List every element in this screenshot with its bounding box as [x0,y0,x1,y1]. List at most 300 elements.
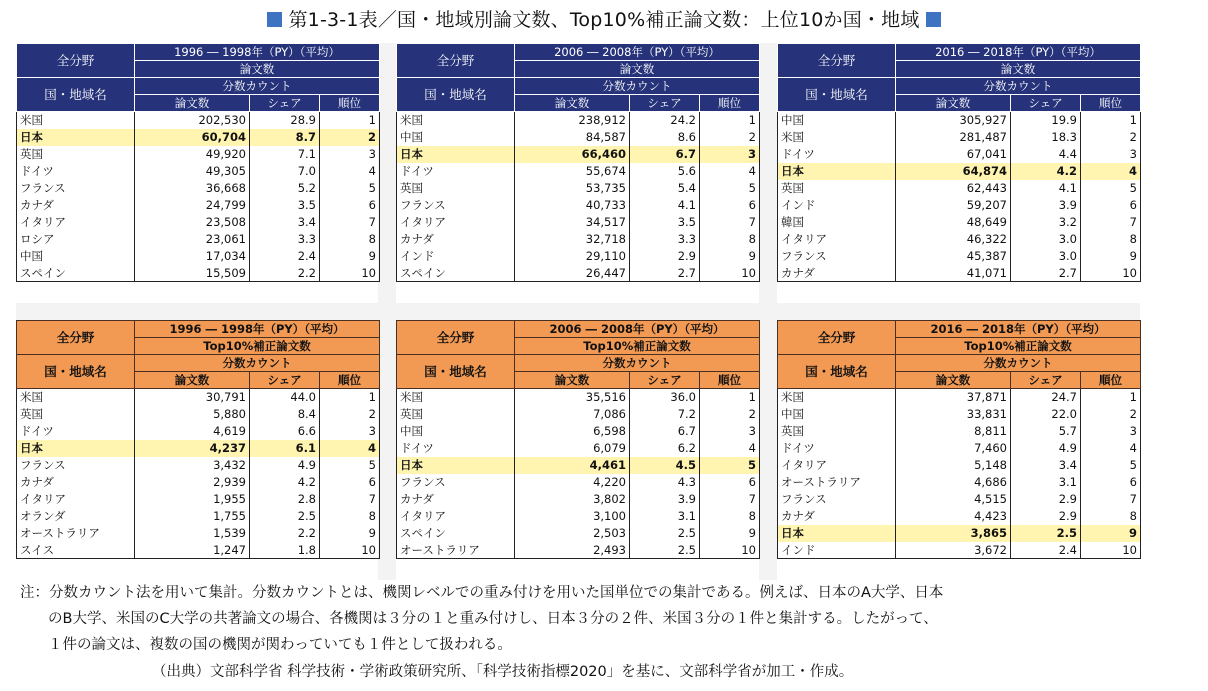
papers-cell: 4,686 [896,474,1011,491]
country-cell: カナダ [17,197,135,214]
table-row [397,508,760,525]
table-row [778,525,1141,542]
share-cell: 2.7 [1011,265,1081,282]
table-row [17,491,380,508]
table-row [397,112,760,129]
papers-cell: 4,220 [515,474,630,491]
share-cell: 4.2 [250,474,320,491]
table-row [778,214,1141,231]
papers-cell: 1,755 [135,508,250,525]
papers-cell: 34,517 [515,214,630,231]
country-cell: 中国 [397,129,515,146]
share-cell: 4.5 [630,457,700,474]
table-row [397,129,760,146]
papers-cell: 23,508 [135,214,250,231]
rank-cell: 10 [1081,542,1141,559]
papers-cell: 37,871 [896,389,1011,406]
table-row [17,508,380,525]
country-cell: 日本 [778,525,896,542]
table-row [778,440,1141,457]
papers-cell: 32,718 [515,231,630,248]
region-header: 国・地域名 [17,355,135,389]
rank-cell: 4 [700,440,760,457]
share-cell: 3.4 [1011,457,1081,474]
papers-cell: 8,811 [896,423,1011,440]
table-row [778,248,1141,265]
rank-cell: 9 [320,525,380,542]
country-cell: イタリア [397,214,515,231]
share-cell: 2.2 [250,525,320,542]
title-square-icon [926,12,941,27]
table-row [17,389,380,406]
country-cell: 韓国 [778,214,896,231]
rank-cell: 2 [320,129,380,146]
rank-cell: 5 [320,180,380,197]
papers-cell: 15,509 [135,265,250,282]
country-cell: フランス [17,457,135,474]
table-row [17,214,380,231]
period-header: 2016 ― 2018年（PY）（平均） [896,44,1141,61]
period-header: 1996 ― 1998年（PY）（平均） [135,44,380,61]
share-cell: 3.5 [250,197,320,214]
table-row [778,146,1141,163]
count-method-header: 分数カウント [896,355,1141,372]
rank-cell: 2 [1081,129,1141,146]
table-row [17,457,380,474]
share-cell: 2.2 [250,265,320,282]
country-cell: イタリア [778,231,896,248]
table-row [397,163,760,180]
share-cell: 18.3 [1011,129,1081,146]
period-header: 2016 ― 2018年（PY）（平均） [896,321,1141,338]
share-cell: 6.7 [630,146,700,163]
rank-cell: 7 [1081,491,1141,508]
rank-cell: 5 [320,457,380,474]
region-header: 国・地域名 [778,355,896,389]
papers-cell: 7,460 [896,440,1011,457]
share-cell: 2.5 [630,525,700,542]
papers-cell: 84,587 [515,129,630,146]
table-row [397,525,760,542]
rank-cell: 5 [700,180,760,197]
country-cell: 日本 [397,146,515,163]
count-method-header: 分数カウント [135,355,380,372]
country-cell: 英国 [778,423,896,440]
papers-cell: 2,939 [135,474,250,491]
rank-cell: 1 [1081,112,1141,129]
rank-cell: 9 [1081,248,1141,265]
table-row [778,163,1141,180]
share-cell: 4.9 [250,457,320,474]
country-cell: スイス [17,542,135,559]
country-cell: 米国 [397,112,515,129]
country-cell: 英国 [397,180,515,197]
count-method-header: 分数カウント [135,78,380,95]
share-cell: 4.1 [1011,180,1081,197]
papers-cell: 3,802 [515,491,630,508]
table-row [397,389,760,406]
rank-cell: 3 [1081,423,1141,440]
share-col-header: シェア [250,95,320,112]
country-cell: 中国 [397,423,515,440]
country-cell: オーストラリア [778,474,896,491]
title-text: 第1-3-1表／国・地域別論文数、Top10%補正論文数：上位10か国・地域 [288,9,920,31]
table-row [778,197,1141,214]
country-cell: 米国 [17,112,135,129]
papers-cell: 55,674 [515,163,630,180]
share-cell: 3.0 [1011,231,1081,248]
papers-cell: 4,619 [135,423,250,440]
count-method-header: 分数カウント [896,78,1141,95]
field-header: 全分野 [397,44,515,78]
papers-cell: 36,668 [135,180,250,197]
papers-cell: 2,503 [515,525,630,542]
count-method-header: 分数カウント [515,355,760,372]
country-cell: カナダ [778,508,896,525]
share-cell: 2.5 [630,542,700,559]
period-header: 2006 ― 2008年（PY）（平均） [515,321,760,338]
table-row [778,474,1141,491]
note-line-2: のB大学、米国のC大学の共著論文の場合、各機関は３分の１と重み付けし、日本３分の２件、米国３分の１件と集計する。したがって、 [48,611,938,627]
rank-cell: 1 [320,112,380,129]
table-row [397,197,760,214]
share-cell: 36.0 [630,389,700,406]
rank-cell: 9 [1081,525,1141,542]
papers-cell: 64,874 [896,163,1011,180]
papers-cell: 1,539 [135,525,250,542]
table-row [397,146,760,163]
share-cell: 3.3 [630,231,700,248]
table-row [17,112,380,129]
rank-cell: 8 [320,231,380,248]
share-cell: 4.1 [630,197,700,214]
papers-cell: 40,733 [515,197,630,214]
share-cell: 8.6 [630,129,700,146]
table-row [397,265,760,282]
rank-cell: 4 [1081,440,1141,457]
share-cell: 8.4 [250,406,320,423]
share-cell: 6.2 [630,440,700,457]
table-row [17,248,380,265]
country-cell: フランス [397,474,515,491]
table-row [397,423,760,440]
share-cell: 5.7 [1011,423,1081,440]
metric-header: 論文数 [896,61,1141,78]
table-row [397,231,760,248]
papers-cell: 5,148 [896,457,1011,474]
papers-table-1 [16,43,380,282]
share-cell: 4.9 [1011,440,1081,457]
country-cell: 日本 [17,440,135,457]
papers-cell: 24,799 [135,197,250,214]
region-header: 国・地域名 [778,78,896,112]
region-header: 国・地域名 [397,78,515,112]
table-row [778,542,1141,559]
share-cell: 22.0 [1011,406,1081,423]
rank-cell: 8 [1081,508,1141,525]
papers-col-header: 論文数 [515,372,630,389]
metric-header: 論文数 [135,61,380,78]
table-row [778,508,1141,525]
rank-cell: 6 [320,474,380,491]
rank-cell: 7 [320,491,380,508]
rank-cell: 3 [320,423,380,440]
field-header: 全分野 [778,321,896,355]
country-cell: フランス [778,491,896,508]
rank-cell: 3 [1081,146,1141,163]
table-row [397,406,760,423]
table-row [17,146,380,163]
rank-cell: 9 [700,525,760,542]
rank-cell: 1 [320,389,380,406]
page-title [0,6,1208,34]
share-cell: 2.7 [630,265,700,282]
country-cell: 米国 [397,389,515,406]
table-row [397,440,760,457]
rank-cell: 6 [1081,197,1141,214]
rank-cell: 10 [700,542,760,559]
metric-header: Top10%補正論文数 [896,338,1141,355]
papers-cell: 60,704 [135,129,250,146]
top10-table-2 [396,320,760,559]
share-cell: 24.2 [630,112,700,129]
share-cell: 2.5 [250,508,320,525]
table-row [778,112,1141,129]
top10-table-3 [777,320,1141,559]
share-cell: 6.7 [630,423,700,440]
country-cell: カナダ [397,231,515,248]
share-cell: 2.9 [1011,508,1081,525]
share-cell: 3.2 [1011,214,1081,231]
share-cell: 5.2 [250,180,320,197]
table-row [17,163,380,180]
share-cell: 3.1 [1011,474,1081,491]
note-line-1: 注：分数カウント法を用いて集計。分数カウントとは、機関レベルでの重み付けを用いた国単位での集計である。例えば、日本のA大学、日本 [20,585,944,601]
papers-cell: 35,516 [515,389,630,406]
papers-cell: 6,598 [515,423,630,440]
papers-cell: 59,207 [896,197,1011,214]
table-row [17,542,380,559]
share-cell: 6.6 [250,423,320,440]
rank-cell: 3 [700,146,760,163]
papers-table-2 [396,43,760,282]
papers-cell: 45,387 [896,248,1011,265]
share-cell: 3.1 [630,508,700,525]
table-row [17,129,380,146]
share-cell: 4.3 [630,474,700,491]
country-cell: 日本 [778,163,896,180]
share-cell: 8.7 [250,129,320,146]
table-row [17,265,380,282]
country-cell: スペイン [397,265,515,282]
papers-cell: 23,061 [135,231,250,248]
rank-cell: 8 [700,231,760,248]
share-cell: 2.9 [630,248,700,265]
table-row [397,474,760,491]
rank-cell: 10 [320,542,380,559]
country-cell: イタリア [17,491,135,508]
share-col-header: シェア [630,95,700,112]
papers-cell: 3,865 [896,525,1011,542]
rank-cell: 9 [320,248,380,265]
country-cell: 英国 [17,146,135,163]
country-cell: ドイツ [17,163,135,180]
rank-cell: 2 [320,406,380,423]
table-row [17,231,380,248]
table-row [778,457,1141,474]
country-cell: フランス [778,248,896,265]
table-row [778,406,1141,423]
rank-cell: 7 [1081,214,1141,231]
share-cell: 6.1 [250,440,320,457]
table-row [778,180,1141,197]
papers-col-header: 論文数 [896,95,1011,112]
rank-cell: 1 [700,389,760,406]
papers-cell: 2,493 [515,542,630,559]
country-cell: カナダ [17,474,135,491]
table-row [778,423,1141,440]
country-cell: イタリア [17,214,135,231]
table-row [397,248,760,265]
metric-header: 論文数 [515,61,760,78]
papers-cell: 305,927 [896,112,1011,129]
rank-cell: 2 [700,129,760,146]
papers-cell: 49,920 [135,146,250,163]
papers-cell: 49,305 [135,163,250,180]
papers-cell: 26,447 [515,265,630,282]
rank-cell: 4 [320,163,380,180]
rank-cell: 10 [1081,265,1141,282]
table-row [778,491,1141,508]
rank-cell: 5 [700,457,760,474]
share-cell: 3.9 [1011,197,1081,214]
share-cell: 44.0 [250,389,320,406]
share-cell: 7.1 [250,146,320,163]
rank-cell: 10 [700,265,760,282]
papers-cell: 1,247 [135,542,250,559]
share-cell: 2.9 [1011,491,1081,508]
country-cell: イタリア [778,457,896,474]
region-header: 国・地域名 [397,355,515,389]
note-line-3: １件の論文は、複数の国の機関が関わっていても１件として扱われる。 [48,637,512,653]
table-row [397,542,760,559]
country-cell: 米国 [778,389,896,406]
country-cell: 中国 [778,112,896,129]
rank-cell: 1 [1081,389,1141,406]
rank-cell: 8 [320,508,380,525]
country-cell: 米国 [778,129,896,146]
share-cell: 4.4 [1011,146,1081,163]
country-cell: インド [397,248,515,265]
papers-cell: 3,432 [135,457,250,474]
rank-cell: 6 [1081,474,1141,491]
papers-col-header: 論文数 [515,95,630,112]
rank-cell: 4 [320,440,380,457]
period-header: 2006 ― 2008年（PY）（平均） [515,44,760,61]
papers-cell: 1,955 [135,491,250,508]
period-header: 1996 ― 1998年（PY）（平均） [135,321,380,338]
papers-cell: 53,735 [515,180,630,197]
source-line: （出典）文部科学省 科学技術・学術政策研究所、「科学技術指標2020」を基に、文部科学省が加工・作成。 [152,664,854,680]
country-cell: オーストラリア [397,542,515,559]
papers-cell: 33,831 [896,406,1011,423]
papers-cell: 48,649 [896,214,1011,231]
share-cell: 19.9 [1011,112,1081,129]
country-cell: ドイツ [397,163,515,180]
papers-cell: 4,423 [896,508,1011,525]
papers-cell: 29,110 [515,248,630,265]
papers-cell: 66,460 [515,146,630,163]
rank-cell: 4 [700,163,760,180]
share-cell: 3.9 [630,491,700,508]
country-cell: 英国 [17,406,135,423]
papers-col-header: 論文数 [135,95,250,112]
gutter [378,320,396,580]
table-row [397,214,760,231]
rank-cell: 5 [1081,180,1141,197]
papers-cell: 46,322 [896,231,1011,248]
country-cell: 中国 [17,248,135,265]
country-cell: ドイツ [778,146,896,163]
rank-cell: 7 [320,214,380,231]
table-row [17,423,380,440]
papers-col-header: 論文数 [135,372,250,389]
papers-table-3 [777,43,1141,282]
table-row [397,457,760,474]
share-col-header: シェア [250,372,320,389]
share-cell: 2.4 [1011,542,1081,559]
share-cell: 3.3 [250,231,320,248]
papers-cell: 4,515 [896,491,1011,508]
region-header: 国・地域名 [17,78,135,112]
rank-cell: 10 [320,265,380,282]
country-cell: ロシア [17,231,135,248]
country-cell: オーストラリア [17,525,135,542]
rank-cell: 7 [700,491,760,508]
papers-cell: 6,079 [515,440,630,457]
rank-cell: 2 [1081,406,1141,423]
table-row [17,525,380,542]
rank-col-header: 順位 [700,372,760,389]
rank-cell: 5 [1081,457,1141,474]
table-row [17,440,380,457]
country-cell: フランス [397,197,515,214]
field-header: 全分野 [397,321,515,355]
rank-col-header: 順位 [1081,372,1141,389]
share-cell: 3.5 [630,214,700,231]
share-cell: 2.4 [250,248,320,265]
papers-cell: 17,034 [135,248,250,265]
country-cell: スペイン [397,525,515,542]
country-cell: 日本 [397,457,515,474]
share-cell: 3.0 [1011,248,1081,265]
rank-cell: 9 [700,248,760,265]
rank-col-header: 順位 [320,95,380,112]
country-cell: ドイツ [397,440,515,457]
country-cell: オランダ [17,508,135,525]
country-cell: フランス [17,180,135,197]
papers-cell: 4,461 [515,457,630,474]
gutter [378,43,396,303]
rank-cell: 6 [320,197,380,214]
field-header: 全分野 [17,44,135,78]
papers-cell: 281,487 [896,129,1011,146]
field-header: 全分野 [778,44,896,78]
share-col-header: シェア [1011,95,1081,112]
country-cell: ドイツ [778,440,896,457]
rank-col-header: 順位 [320,372,380,389]
papers-cell: 202,530 [135,112,250,129]
